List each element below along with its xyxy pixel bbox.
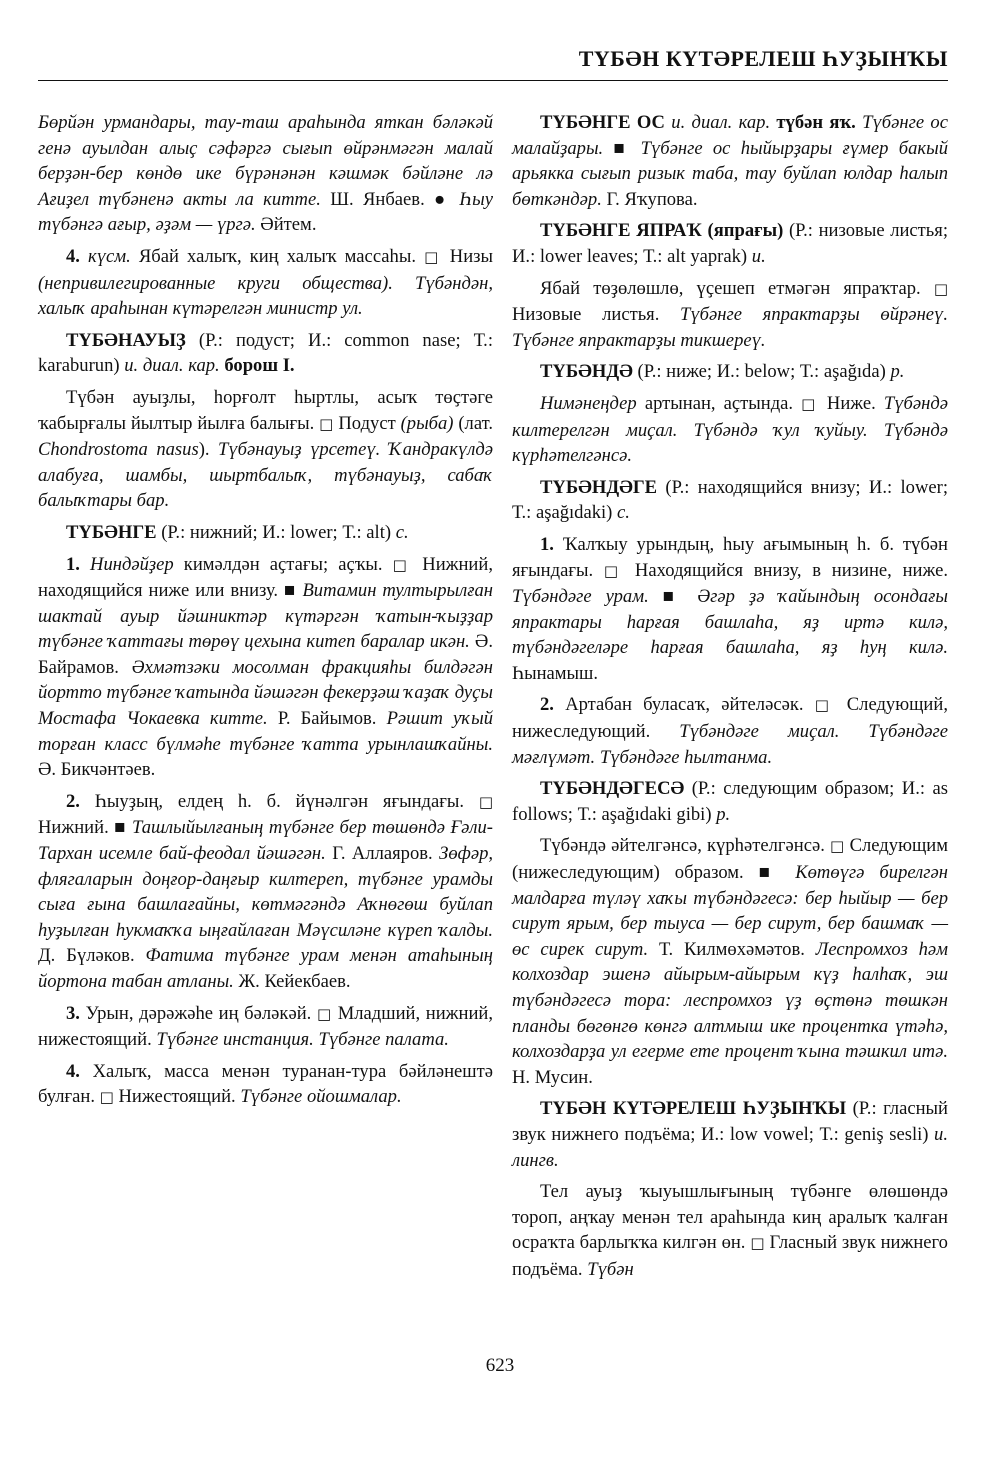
page-number: 623: [485, 1355, 515, 1376]
right-entry-8: ТҮБӘНДӘГЕСӘ (Р.: следующим образом; И.: as follows; Т.: aşağıdaki gibi) р.: [512, 778, 948, 825]
right-entry-10: ТҮБӘН КҮТӘРЕЛЕШ ҺУҘЫНҠЫ (Р.: гласный звук нижнего подъёма; И.: low vowel; Т.: geniş sesli) и. лингв.: [512, 1098, 948, 1171]
left-column: [38, 110, 493, 1117]
header-rule: [38, 80, 948, 81]
right-entry-7: 2. Артабан буласаҡ, әйтеләсәк. □ Следующий, нижеследующий. Түбәндәге миҫал. Түбәндәге мәғлүмәт. Түбәндәге һылтанма.: [512, 694, 949, 768]
left-entry-5: 1. Ниндәйҙер кимәлдән аҫтағы; аҫҡы. □ Нижний, находящийся ниже или внизу. ■ Витамин тултырылған шактай ауыр йәшниктәр күтәргән ҡатын-ҡыҙҙар түбәнге ҡаттағы төрөү цехына китеп баралар икән. Ә. Байрамов. Әхмәтзәки мосолман фракцияһы билдәгән йортто түбәнге ҡатында йәшәгән фекерҙәш ҡаҙаҡ дуҫы Мостафа Чокаевка китте. Р. Байымов. Рәшит уҡый торған класс бүлмәһе түбәнге ҡатта урынлашҡайны. Ә. Бикчәнтәев.: [38, 553, 494, 781]
left-entry-2: ТҮБӘНАУЫҘ (Р.: подуст; И.: common nase; Т.: karaburun) и. диал. кар. борош I.: [38, 329, 493, 377]
left-entry-4: ТҮБӘНГЕ (Р.: нижний; И.: lower; Т.: alt) с.: [66, 521, 409, 543]
left-entry-1: 4. күсм. Ябай халыҡ, киң халыҡ массаһы. □ Низы (непривилегированные круги общества). Түбәндән, халыҡ араһынан күтәрелгән министр ул.: [38, 245, 493, 320]
running-header: ТҮБӘН КҮТӘРЕЛЕШ ҺУҘЫНҠЫ: [578, 46, 948, 71]
right-entry-11: Тел ауыҙ ҡыуышлығының түбәнге өлөшөндә тороп, аңҡау менән тел араһында киң аралыҡ ҡалған осраҡта барлыҡҡа килгән өн. □ Гласный звук нижнего подъёма. Түбән: [512, 1181, 948, 1280]
right-entry-9: Түбәндә әйтелгәнсә, күрһәтелгәнсә. □ Следующим (нижеследующим) образом. ■ Көтөүгә бирелгән малдарға түләү хаҡы түбәндәгесә: бер һыйыр — бер сирут ярым, бер тыуса — бер сирут, бер башмаҡ — өс сирек сирут. Т. Килмөхәмәтов. Леспромхоз һәм колхоздар эшенә айырым-айырым күҙ һалһаҡ, эш түбәндәгесә тора: леспромхоз үҙ өҫтөнә төшкән планды бөгөнгө көнгә алтмыш ике процентка үтәһә, колхоздарҙа ул егерме ете процент ҡына тәшкил итә. Н. Мусин.: [512, 835, 948, 1088]
right-entry-3: ТҮБӘНДӘ (Р.: ниже; И.: below; Т.: aşağıda) р.: [540, 361, 905, 383]
left-entry-8: 4. Халыҡ, масса менән туранан-тура бәйләнештә булған. □ Нижестоящий. Түбәнге ойошмалар.: [38, 1060, 493, 1108]
left-entry-3: Түбән ауыҙлы, һорғолт һыртлы, асыҡ төҫтәге ҡабырғалы йылтыр йылға балығы. □ Подуст (рыба) (лат. Chondrostoma nasus). Түбәнауыҙ үрсетеү. Ҡандракүлдә алабуға, шамбы, шыртбалыҡ, түбәнауыҙ, сабаҡ балыҡтары бар.: [38, 386, 493, 512]
left-entry-7: 3. Урын, дәрәжәһе иң бәләкәй. □ Младший, нижний, нижестоящий. Түбәнге инстанция. Түбәнге палата.: [38, 1002, 493, 1051]
right-entry-2: Ябай төҙөлөшлө, үҫешеп етмәгән япраҡтар. □ Низовые листья. Түбәнге япрактарҙы өйрәнеү. Түбәнге япрактарҙы тикшереү.: [512, 277, 948, 351]
right-entry-4: Нимәнеңдер артынан, аҫтында. □ Ниже. Түбәндә килтерелгән миҫал. Түбәндә ҡул ҡуйыу. Түбәндә күрһәтелгәнсә.: [512, 392, 948, 467]
right-entry-0: ТҮБӘНГЕ ОС и. диал. кар. түбән яҡ. Түбәнге ос малайҙары. ■ Түбәнге ос һыйырҙары ғүмер бакый арьякка сығып ризык таба, тау буйлап юлдар һалып бөткәндәр. Г. Яҡупова.: [512, 112, 948, 210]
right-entry-1: ТҮБӘНГЕ ЯПРАҠ (япрағы) (Р.: низовые листья; И.: lower leaves; Т.: alt yaprak) и.: [512, 220, 949, 267]
left-entry-6: 2. Һыуҙың, елдең һ. б. йүнәлгән яғындағы. □ Нижний. ■ Ташлыйылғаның түбәнге бер төшөндә Ғәли-Тархан исемле бай-феодал йәшәгән. Г. Аллаяров. Зөфәр, флягаларын доңғор-даңғыр килтереп, түбәнге урамды сыға ғына башлағайны, көтмәгәндә Аҡнөгөш буйлап һуҙылған һукмаҡҡа ыңғайлаған Мәүсиләне күреп ҡалды. Д. Бүләков. Фатима түбәнге урам менән атаһының йортона табан атланы. Ж. Кейекбаев.: [38, 790, 494, 992]
left-entry-0: Бөрйән урмандары, тау-таш араһында яткан бәләкәй генә ауылдан алыҫ сәфәргә сығып өйрәнмәгән малай берҙән-бер көндө ике бүрәнәнән кәшмәк бәйләне лә Ағиҙел түбәненә акты ла китте. Ш. Янбаев. ● Һыу түбәнгә ағыр, әҙәм — үргә. Әйтем.: [38, 112, 493, 236]
right-entry-5: ТҮБӘНДӘГЕ (Р.: находящийся внизу; И.: lower; Т.: aşağıdaki) с.: [512, 476, 948, 524]
right-entry-6: 1. Ҡалҡыу урындың, һыу ағымының һ. б. түбән яғындағы. □ Находящийся внизу, в низине, ниже. Түбәндәге урам. ■ Әгәр ҙә ҡайындың осондағы япрактары һарғая башлаһа, яҙ иртә килә, түбәндәгеләре һарғая башлаһа, яҙ һуң килә. Һынамыш.: [512, 533, 948, 684]
right-column: [512, 110, 948, 1289]
